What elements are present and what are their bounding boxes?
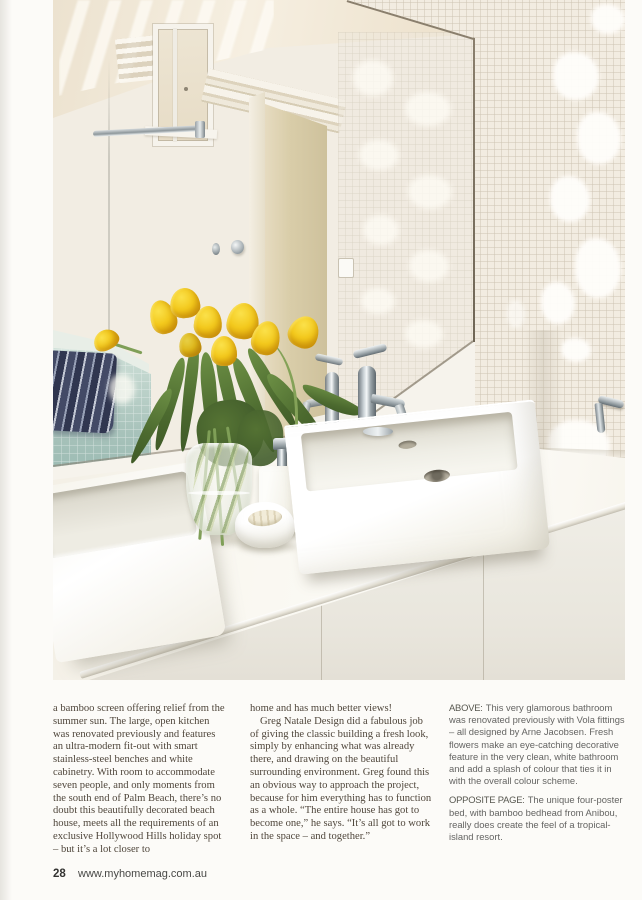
caption-text: The unique four-poster bed, with bamboo bedhead from Anibou, really does create the feel of a tropical-island resort. [449,794,623,843]
main-basin [284,399,550,575]
sun-patch [409,250,449,282]
sun-patch [561,338,591,362]
body-paragraph: home and has much better views! [250,703,393,714]
caption-above [449,702,629,787]
bathroom-photo [53,0,625,680]
dispenser-neck [277,449,287,467]
sun-patch [575,238,621,298]
glass-clamp [338,258,354,278]
caption-label: ABOVE: [449,702,483,713]
window-sash [173,29,177,141]
sun-patch [553,52,599,100]
soap-dish [235,502,295,548]
cabinet-door-seam [483,545,484,680]
shower-rail-bracket [195,121,205,138]
sun-patch [550,176,590,222]
sun-patch [577,112,621,164]
magazine-website[interactable]: www.myhomemag.com.au [78,868,207,880]
sun-patch [405,320,443,348]
door-knob [231,240,244,254]
caption-text: This very glamorous bathroom was renovated previously with Vola fittings – all designed by Arne Jacobsen. Fresh flowers make an eye-catching decorative feature in the very clean, white bathroom and add a splash of colour that ties it in with the overall colour scheme. [449,702,625,787]
sun-patch [591,4,625,34]
caption-opposite-page [449,794,629,843]
sun-patch [109,374,135,404]
article-column-1 [53,703,225,857]
page-number: 28 [53,868,66,880]
body-paragraph: Greg Natale Design did a fabulous job of giving the classic building a fresh look, simply by enhancing what was already there, and drawing on the beautiful surrounding environment. Greg found this an obvious way to approach the project, because for him everything has to function as a whole. “The entire house has got to become one,” he says. “It’s all got to work in the space – and together.” [250,715,432,842]
body-paragraph: a bamboo screen offering relief from the summer sun. The large, open kitchen was renovated previously and features an ultra-modern fit-out with smart stainless-steel benches and white cabinetry. With room to accommodate seven people, and only moments from the south end of Palm Beach, there’s no doubt this beautifully decorated beach house, meets all the requirements of an exclusive Hollywood Hills holiday spot – but it’s a lot closer to [53,703,225,855]
striped-towel [53,350,117,433]
sun-patch [541,282,575,324]
main-basin-bowl [301,412,518,492]
sun-patch [408,175,452,209]
window-handle [184,87,188,91]
door-knob-reflection [212,243,220,255]
overflow-hole [398,440,417,450]
tap-base-disc [363,427,393,436]
sun-patch [507,300,525,328]
soap-bar [247,508,282,527]
sun-patch [405,92,451,126]
water-line [188,491,250,495]
sun-patch [363,215,399,245]
caption-column [449,702,629,850]
caption-label: OPPOSITE PAGE: [449,794,525,806]
page-footer [53,868,207,880]
sun-patch [353,60,393,96]
tulip-bloom [211,336,237,366]
tulip-bloom [284,311,324,352]
sun-patch [359,140,399,170]
article-column-2 [250,703,432,844]
drain [423,469,450,484]
